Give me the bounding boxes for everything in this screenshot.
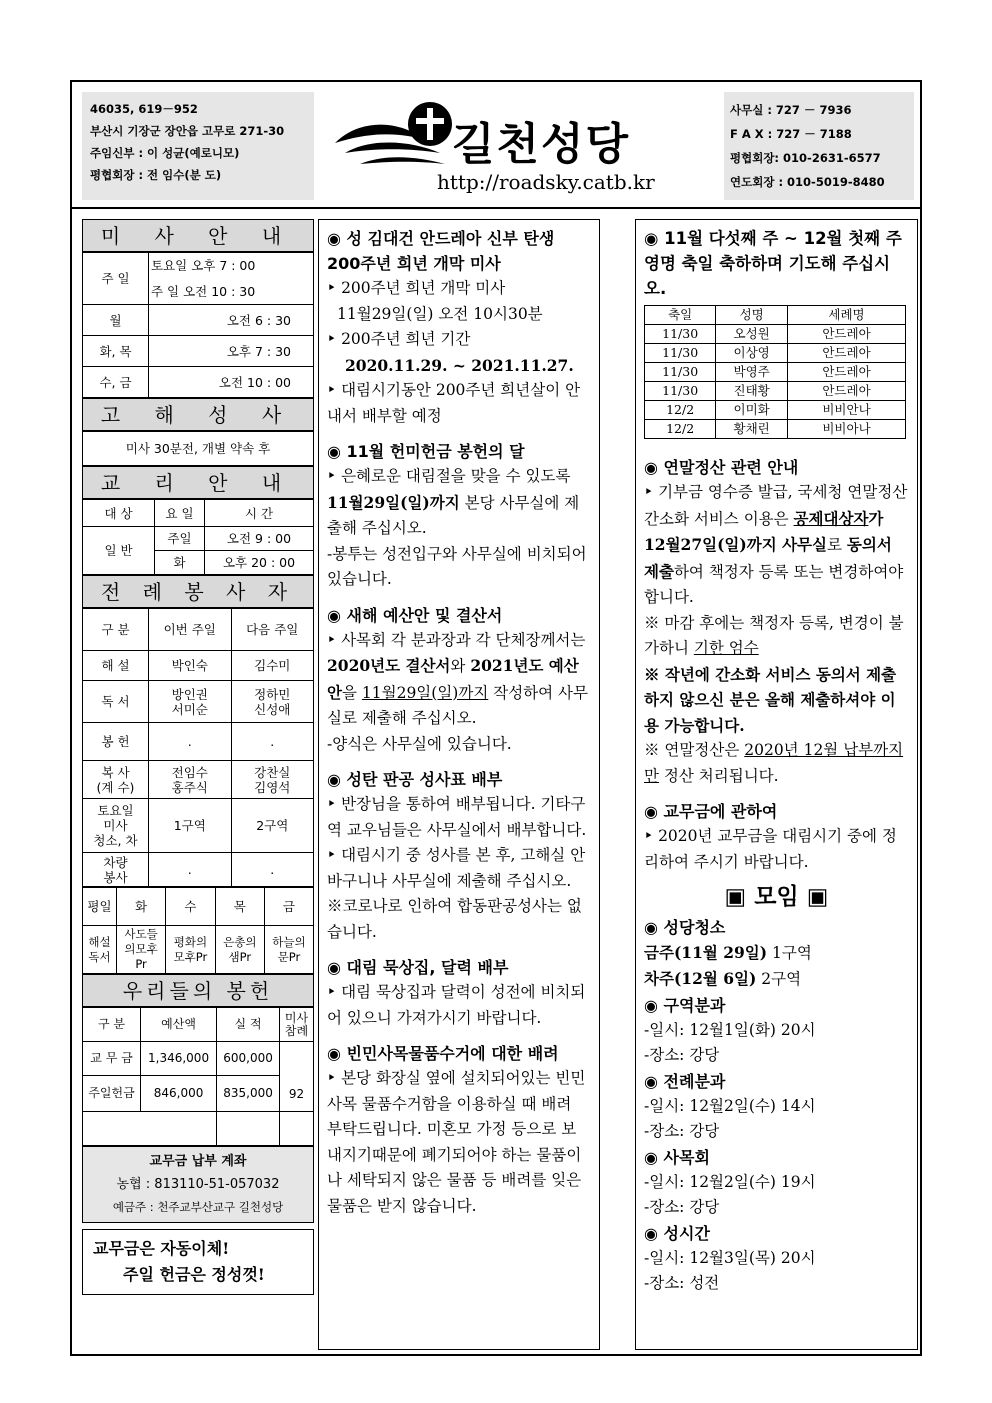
feast-name: 이미화 <box>716 401 788 420</box>
account-holder: 예금주 : 천주교부산교구 길천성당 <box>112 1200 284 1214</box>
servers-table <box>82 608 314 887</box>
notice-line: ‣ 반장님을 통하여 배부됩니다. 기타구역 교우님들은 사무실에서 배부합니다. <box>327 795 587 839</box>
notice-paragraph <box>327 628 591 732</box>
notice-line: ‣ 대림시기동안 200주년 희년살이 안내서 배부할 예정 <box>327 381 581 425</box>
offering-table <box>82 1007 314 1146</box>
weekday-group: 하늘의 문Pr <box>264 926 313 974</box>
meeting-line <box>644 966 909 993</box>
emphasis: 2020년도 결산서 <box>327 656 451 675</box>
slogan-line: 주일 헌금은 정성껏! <box>123 1265 265 1284</box>
header <box>72 82 920 209</box>
address: 부산시 기장군 장안읍 고무로 271-30 <box>90 124 285 138</box>
mass-day: 수, 금 <box>83 367 149 398</box>
feast-header: 세례명 <box>788 306 906 325</box>
offering-budget: 846,000 <box>141 1076 217 1112</box>
emphasis: 공제대상자 <box>793 508 869 528</box>
notice-line: ‣ 대림시기 중 성사를 본 후, 고해실 안 바구니나 사무실에 제출해 주십시오. <box>327 846 586 890</box>
notice-column-1 <box>318 219 600 1350</box>
offering-actual: 600,000 <box>217 1042 280 1076</box>
notice-line: -봉투는 성전입구와 사무실에 비치되어 있습니다. <box>327 544 587 588</box>
meeting-line: -장소: 성전 <box>644 1274 720 1292</box>
meeting-line <box>644 940 909 967</box>
notice-heading: ◉ 성탄 판공 성사표 배부 <box>327 770 503 789</box>
sunday-label: 주 일 <box>83 253 149 305</box>
notice-line: ‣ 200주년 희년 기간 <box>327 330 471 348</box>
notice-heading: ◉ 11월 다섯째 주 ~ 12월 첫째 주 영명 축일 축하하며 기도해 주십시오. <box>644 229 902 298</box>
feast-date: 12/2 <box>645 401 716 420</box>
address-box <box>82 92 314 200</box>
notice-paragraph <box>644 480 909 611</box>
website-url[interactable]: http://roadsky.catb.kr <box>437 170 655 194</box>
fax: F A X : 727 － 7188 <box>730 127 852 141</box>
mass-day: 화, 목 <box>83 336 149 367</box>
meeting-heading: ◉ 구역분과 <box>644 995 726 1015</box>
slogan-line: 교무금은 자동이체! <box>93 1239 230 1258</box>
notice-line: ‣ 200주년 희년 개막 미사 <box>327 279 506 297</box>
notice-line: ‣ 대림 묵상집과 달력이 성전에 비치되어 있으니 가져가시기 바랍니다. <box>327 983 586 1027</box>
offering-header: 실 적 <box>217 1008 280 1042</box>
catechism-day: 주일 <box>155 527 205 551</box>
notice-heading: ◉ 성 김대건 안드레아 신부 탄생 200주년 희년 개막 미사 <box>327 229 555 273</box>
feast-name: 오성원 <box>716 325 788 344</box>
feast-baptismal: 안드레아 <box>788 382 906 401</box>
date: 차주(12월 6일) <box>644 969 757 988</box>
offering-title: 우리들의 봉헌 <box>82 974 314 1007</box>
feast-date: 11/30 <box>645 382 716 401</box>
confession-text: 미사 30분전, 개별 약속 후 <box>83 432 314 466</box>
feast-name: 진태황 <box>716 382 788 401</box>
server-next: 김수미 <box>231 651 314 681</box>
notice-line: ※ 작년에 간소화 서비스 동의서 제출하지 않으신 분은 올해 제출하셔야 이용 가능합니다. <box>644 664 897 735</box>
servers-header: 이번 주일 <box>149 609 232 651</box>
catechism-title: 교 리 안 내 <box>82 466 314 499</box>
server-this: . <box>149 723 232 761</box>
notice-line: -양식은 사무실에 있습니다. <box>327 734 512 753</box>
feast-name: 박영주 <box>716 363 788 382</box>
weekday-header: 금 <box>264 888 313 926</box>
meeting-heading: ◉ 성시간 <box>644 1223 710 1243</box>
meeting-line: -일시: 12월2일(수) 14시 <box>644 1096 816 1115</box>
church-name: 길천성당 <box>452 119 631 170</box>
servers-header: 다음 주일 <box>231 609 314 651</box>
offering-budget: 1,346,000 <box>141 1042 217 1076</box>
weekday-role: 해설 독서 <box>83 926 117 974</box>
emphasis: 기한 엄수 <box>693 639 759 657</box>
offering-header: 구 분 <box>83 1008 141 1042</box>
feast-name: 이상영 <box>716 344 788 363</box>
meeting-heading: ◉ 성당청소 <box>644 917 726 937</box>
server-next: 강찬실 김영석 <box>231 761 314 799</box>
catechism-table <box>82 499 314 575</box>
catechism-time: 오전 9 : 00 <box>205 527 314 551</box>
council-president: 평협회장 : 전 임수(분 도) <box>90 168 222 182</box>
text: ‣ 기부금 영수증 발급, 국세청 연말정산 간소화 서비스 이용은 <box>644 483 908 528</box>
emphasis: 동의서 제출 <box>644 535 892 581</box>
weekday-table <box>82 887 314 974</box>
feast-date: 11/30 <box>645 344 716 363</box>
emphasis: 2021년도 예산안 <box>327 656 579 702</box>
deadline: 11월29일(일)까지 <box>327 492 460 512</box>
account-box <box>82 1146 314 1223</box>
server-this: 박인숙 <box>149 651 232 681</box>
notice-heading: ◉ 교무금에 관하여 <box>644 802 778 821</box>
notice-heading: ◉ 11월 헌미헌금 봉헌의 달 <box>327 442 525 461</box>
catechism-header: 시 간 <box>205 500 314 527</box>
council-phone: 평협회장: 010-2631-6577 <box>730 151 881 165</box>
mass-time: 오후 7 : 30 <box>149 336 314 367</box>
deadline: 12월27일(일)까지 사무실 <box>644 535 827 554</box>
mass-sunday-2: 주 일 오전 10 : 30 <box>149 279 314 305</box>
server-next: . <box>231 723 314 761</box>
feast-baptismal: 안드레아 <box>788 363 906 382</box>
feast-table <box>644 305 906 439</box>
server-role: 토요일 미사 청소, 차 <box>83 799 149 853</box>
mass-time: 오전 10 : 00 <box>149 367 314 398</box>
notice-line: 11월29일(일) 오전 10시30분 <box>337 304 543 323</box>
text: ※ 마감 후에는 책정자 등록, 변경이 불가하니 <box>644 613 904 657</box>
text: 가 <box>868 508 884 528</box>
notice-line: ※코로나로 인하여 합동판공성사는 없습니다. <box>327 897 582 941</box>
server-role: 해 설 <box>83 651 149 681</box>
server-this: . <box>149 853 232 887</box>
offering-header: 미사 참례 <box>280 1008 314 1042</box>
weekday-group: 사도들 의모후 Pr <box>117 926 166 974</box>
meeting-line: -일시: 12월3일(목) 20시 <box>644 1248 816 1267</box>
meeting-line: -장소: 강당 <box>644 1046 720 1064</box>
catechism-header: 대 상 <box>83 500 155 527</box>
catechism-target: 일 반 <box>83 527 155 575</box>
text: ‣ 은혜로운 대림절을 맞을 수 있도록 <box>327 467 571 485</box>
meeting-line: -일시: 12월1일(화) 20시 <box>644 1020 816 1039</box>
feast-baptismal: 비비안나 <box>788 401 906 420</box>
slogan-box <box>82 1229 314 1295</box>
feast-date: 11/30 <box>645 325 716 344</box>
catechism-header: 요 일 <box>155 500 205 527</box>
contact-box <box>724 92 914 200</box>
logo-block <box>330 94 730 194</box>
server-next: . <box>231 853 314 887</box>
notice-paragraph <box>644 611 909 662</box>
left-column <box>82 219 314 1295</box>
offering-empty <box>280 1112 314 1146</box>
notice-heading: ◉ 빈민사목물품수거에 대한 배려 <box>327 1044 559 1063</box>
feast-name: 황채린 <box>716 420 788 439</box>
feast-header: 축일 <box>645 306 716 325</box>
account-title: 교무금 납부 계좌 <box>149 1154 247 1169</box>
notice-column-2 <box>635 219 918 1350</box>
server-next: 2구역 <box>231 799 314 853</box>
server-this: 전임수 홍주식 <box>149 761 232 799</box>
feast-baptismal: 안드레아 <box>788 325 906 344</box>
catechism-day: 화 <box>155 551 205 575</box>
pastor: 주임신부 : 이 성균(예로니모) <box>90 146 240 160</box>
date: 금주(11월 29일) <box>644 942 768 962</box>
text: 하여 책정자 등록 또는 변경하여야 합니다. <box>644 562 904 606</box>
offering-label: 교 무 금 <box>83 1042 141 1076</box>
feast-date: 11/30 <box>645 363 716 382</box>
group: 2구역 <box>756 970 802 988</box>
text: 와 <box>450 657 471 675</box>
server-next: 정하민 신성애 <box>231 681 314 723</box>
meeting-line: -장소: 강당 <box>644 1122 720 1140</box>
offering-empty <box>83 1112 217 1146</box>
servers-header: 구 분 <box>83 609 149 651</box>
feast-baptismal: 비비아나 <box>788 420 906 439</box>
catechism-time: 오후 20 : 00 <box>205 551 314 575</box>
mass-day: 월 <box>83 305 149 336</box>
notice-paragraph <box>327 464 591 542</box>
meeting-heading: ◉ 전례분과 <box>644 1071 726 1091</box>
meetings-title: ▣ 모임 ▣ <box>724 884 829 910</box>
meeting-heading: ◉ 사목회 <box>644 1147 710 1167</box>
text: 로 <box>827 536 847 554</box>
offering-empty <box>217 1112 280 1146</box>
feast-date: 12/2 <box>645 420 716 439</box>
text: 을 <box>341 683 362 702</box>
bulletin-frame <box>70 80 922 1356</box>
offering-header: 예산액 <box>141 1008 217 1042</box>
account-number: 농협 : 813110-51-057032 <box>116 1177 280 1192</box>
office-phone: 사무실 : 727 － 7936 <box>730 103 852 117</box>
mass-time: 오전 6 : 30 <box>149 305 314 336</box>
notice-line: ‣ 2020년 교무금을 대림시기 중에 정리하여 주시기 바랍니다. <box>644 827 897 871</box>
zip-code: 46035, 619－952 <box>90 102 198 116</box>
weekday-header: 화 <box>117 888 166 926</box>
server-this: 1구역 <box>149 799 232 853</box>
weekday-header: 수 <box>166 888 216 926</box>
mass-table <box>82 252 314 398</box>
server-role: 독 서 <box>83 681 149 723</box>
notice-line: ‣ 본당 화장실 옆에 설치되어있는 빈민사목 물품수거함을 이용하실 때 배려 부탁드립니다. 미혼모 가정 등으로 보내지기때문에 폐기되어야 하는 물품이나 세탁되지 않은 물품 등 배려를 잊은 물품은 받지 않습니다. <box>327 1069 586 1215</box>
mass-title: 미 사 안 내 <box>82 219 314 252</box>
weekday-header: 평일 <box>83 888 117 926</box>
feast-header: 성명 <box>716 306 788 325</box>
confession-title: 고 해 성 사 <box>82 398 314 431</box>
deadline: 11월29일(일)까지 <box>361 683 489 702</box>
notice-heading: ◉ 연말정산 관련 안내 <box>644 458 799 477</box>
server-role: 봉 헌 <box>83 723 149 761</box>
yeondo-phone: 연도회장 : 010-5019-8480 <box>730 175 885 189</box>
text: 본당 사무실에 제출해 주십시오. <box>327 493 580 537</box>
meeting-line: -장소: 강당 <box>644 1198 720 1216</box>
server-this: 방인권 서미순 <box>149 681 232 723</box>
offering-actual: 835,000 <box>217 1076 280 1112</box>
notice-paragraph <box>644 738 909 789</box>
emphasis: 2020년 12월 납부까지만 <box>644 741 904 785</box>
notice-heading: ◉ 새해 예산안 및 결산서 <box>327 605 503 625</box>
group: 1구역 <box>767 943 812 962</box>
weekday-header: 목 <box>215 888 264 926</box>
servers-title: 전 례 봉 사 자 <box>82 575 314 608</box>
offering-label: 주일헌금 <box>83 1076 141 1112</box>
feast-baptismal: 안드레아 <box>788 344 906 363</box>
text: 작성하여 사무실로 제출해 주십시오. <box>327 683 588 727</box>
notice-line: 2020.11.29. ~ 2021.11.27. <box>345 355 574 375</box>
weekday-group: 은총의 샘Pr <box>215 926 264 974</box>
server-role: 복 사 (계 수) <box>83 761 149 799</box>
notice-heading: ◉ 대림 묵상집, 달력 배부 <box>327 958 509 977</box>
text: ※ 연말정산은 <box>644 741 745 759</box>
text: ‣ 사목회 각 분과장과 각 단체장께서는 <box>327 630 586 649</box>
text: 정산 처리됩니다. <box>658 766 779 785</box>
server-role: 차량 봉사 <box>83 853 149 887</box>
mass-sunday-1: 토요일 오후 7 : 00 <box>149 253 314 279</box>
meeting-line: -일시: 12월2일(수) 19시 <box>644 1172 816 1191</box>
weekday-group: 평화의 모후Pr <box>166 926 216 974</box>
mass-attendance: 92 <box>280 1042 314 1112</box>
confession-table <box>82 431 314 466</box>
